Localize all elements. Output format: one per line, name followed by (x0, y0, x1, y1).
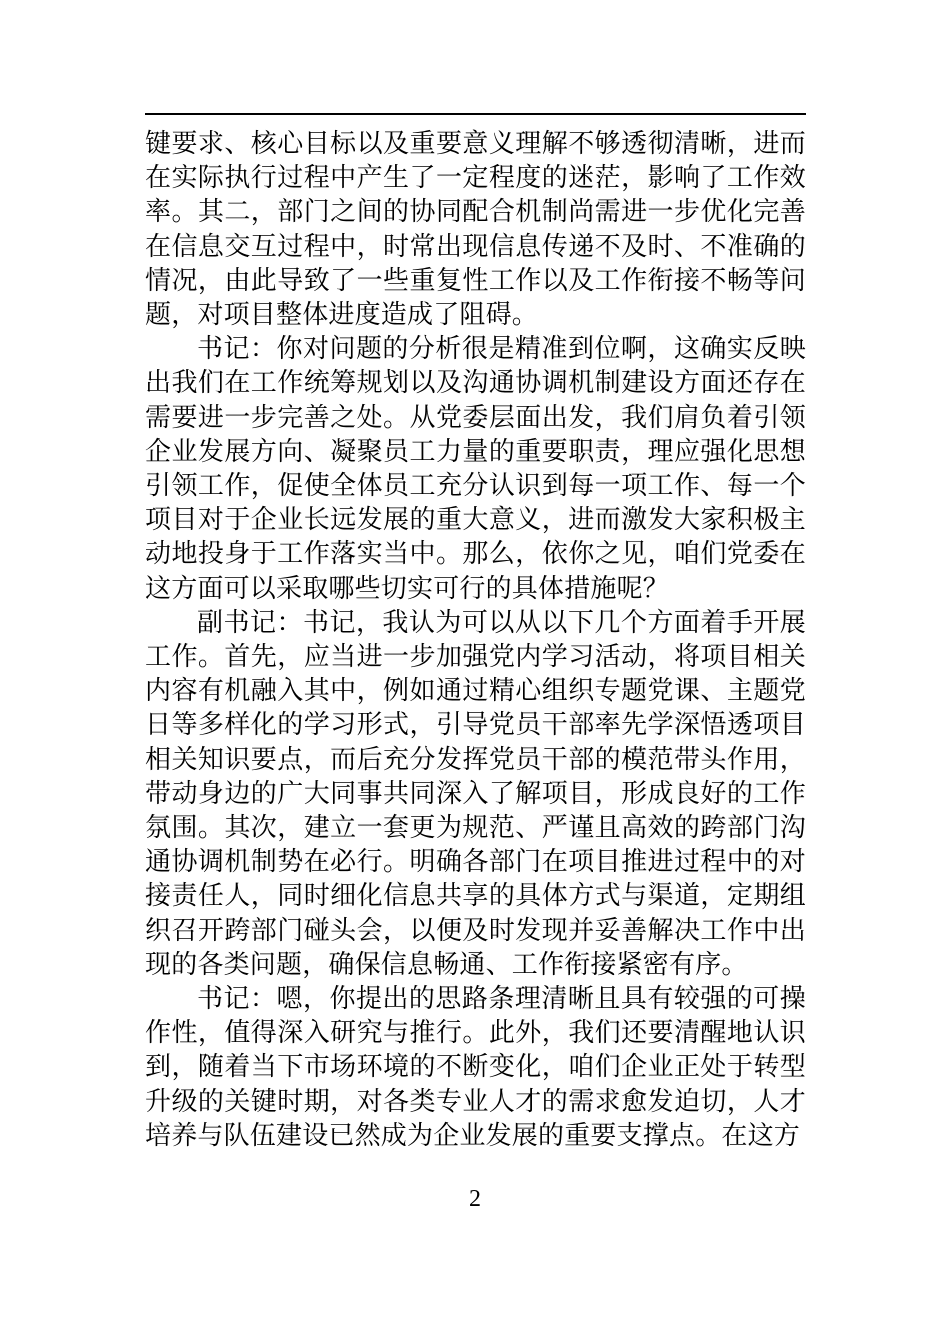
header-rule (145, 113, 806, 115)
paragraph-deputy-secretary: 副书记：书记，我认为可以从以下几个方面着手开展工作。首先，应当进一步加强党内学习活动，将项目相关内容有机融入其中，例如通过精心组织专题党课、主题党日等多样化的学习形式，引导党员干部率先学深悟透项目相关知识要点，而后充分发挥党员干部的模范带头作用，带动身边的广大同事共同深入了解项目，形成良好的工作氛围。其次，建立一套更为规范、严谨且高效的跨部门沟通协调机制势在必行。明确各部门在项目推进过程中的对接责任人，同时细化信息共享的具体方式与渠道，定期组织召开跨部门碰头会，以便及时发现并妥善解决工作中出现的各类问题，确保信息畅通、工作衔接紧密有序。 (145, 607, 806, 980)
page-number: 2 (469, 1186, 481, 1212)
document-body (145, 127, 806, 1153)
paragraph-secretary-2: 书记：嗯，你提出的思路条理清晰且具有较强的可操作性，值得深入研究与推行。此外，我们还要清醒地认识到，随着当下市场环境的不断变化，咱们企业正处于转型升级的关键时期，对各类专业人才的需求愈发迫切，人才培养与队伍建设已然成为企业发展的重要支撑点。在这方 (145, 984, 806, 1151)
paragraph-secretary-1: 书记：你对问题的分析很是精准到位啊，这确实反映出我们在工作统筹规划以及沟通协调机制建设方面还存在需要进一步完善之处。从党委层面出发，我们肩负着引领企业发展方向、凝聚员工力量的重要职责，理应强化思想引领工作，促使全体员工充分认识到每一项工作、每一个项目对于企业长远发展的重大意义，进而激发大家积极主动地投身于工作落实当中。那么，依你之见，咱们党委在这方面可以采取哪些切实可行的具体措施呢？ (145, 334, 806, 604)
paragraph-continuation: 键要求、核心目标以及重要意义理解不够透彻清晰，进而在实际执行过程中产生了一定程度的迷茫，影响了工作效率。其二，部门之间的协同配合机制尚需进一步优化完善在信息交互过程中，时常出现信息传递不及时、不准确的情况，由此导致了一些重复性工作以及工作衔接不畅等问题，对项目整体进度造成了阻碍。 (145, 129, 806, 331)
